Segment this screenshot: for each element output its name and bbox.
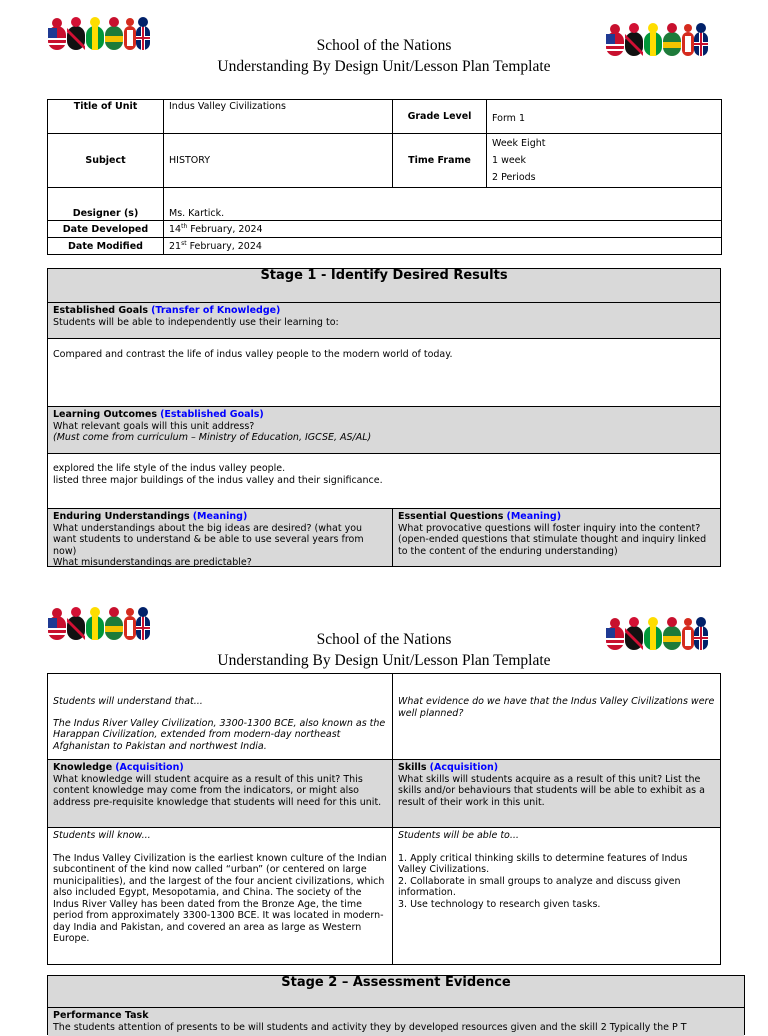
skills-header: Skills (Acquisition) What skills will students acquire as a result of this unit? List the skills and/or behaviours that students will be able to exhibit as a result of their work in this unit. (393, 760, 720, 828)
learning-outcomes-header: Learning Outcomes (Established Goals) What relevant goals will this unit address? (Must come from curriculum – Ministry of Education, IGCSE, AS/AL) (48, 407, 720, 454)
established-goals-prompt: Students will be able to independently use their learning to: (53, 316, 339, 328)
students-will-understand: Students will understand that... The Indus River Valley Civilization, 3300-1300 BCE, also known as the Harappan Civilization, extended from modern-day northeast Afghanistan to Pakistan and northwest India. (48, 674, 393, 760)
subject-label: Subject (48, 134, 164, 188)
established-goals-answer: Compared and contrast the life of indus valley people to the modern world of today. (48, 339, 720, 407)
subject-value: HISTORY (164, 134, 393, 188)
grade-level-label: Grade Level (393, 99, 487, 133)
performance-task-header: Performance Task The students attention of presents to be will students and activity they by developed resources given and the skill 2 Typically the P T (48, 1008, 744, 1036)
date-modified-label: Date Modified (48, 238, 164, 255)
stage1-title: Stage 1 - Identify Desired Results (48, 269, 720, 303)
template-title: Understanding By Design Unit/Lesson Plan Template (217, 58, 551, 75)
grade-level-value: Form 1 (492, 113, 525, 124)
designer-label: Designer (s) (48, 188, 164, 221)
designer-value: Ms. Kartick. (164, 188, 722, 221)
stage2-title: Stage 2 – Assessment Evidence (48, 976, 744, 1008)
learning-outcomes-answer: explored the life style of the indus valley people. listed three major buildings of the indus valley and their significance. (48, 454, 720, 509)
essential-questions-header: Essential Questions (Meaning) What provocative questions will foster inquiry into the content? (open-ended questions that stimulate thought and inquiry linked to the content of the enduring understanding) (393, 509, 720, 566)
date-developed-value: 14th February, 2024 (164, 221, 722, 238)
time-frame-line: 1 week (492, 155, 527, 166)
learning-outcomes-note: (Must come from curriculum – Ministry of Education, IGCSE, AS/AL) (53, 432, 372, 443)
evidence-question: What evidence do we have that the Indus Valley Civilizations were well planned? (393, 674, 720, 760)
time-frame-value (487, 134, 722, 188)
title-of-unit-label: Title of Unit (48, 100, 164, 134)
title-of-unit-value: Indus Valley Civilizations (169, 101, 286, 112)
established-goals-header: Established Goals (Transfer of Knowledge) Students will be able to independently use their learning to: (48, 303, 720, 339)
template-title: Understanding By Design Unit/Lesson Plan Template (217, 652, 551, 669)
students-will-be-able-to: Students will be able to... 1. Apply critical thinking skills to determine features of Indus Valley Civilizations. 2. Collaborate in small groups to analyze and discuss given information. 3. Use technology to research given tasks. (398, 830, 688, 910)
date-modified-value: 21st February, 2024 (164, 238, 722, 255)
time-frame-label: Time Frame (393, 134, 487, 188)
time-frame-line: Week Eight (492, 138, 546, 149)
learning-outcomes-prompt: What relevant goals will this unit address? (53, 420, 255, 432)
knowledge-header: Knowledge (Acquisition) What knowledge will student acquire as a result of this unit? This content knowledge may come from the indicators, or might also address pre-requisite knowledge that students will need for this unit. (48, 760, 393, 828)
students-will-know: Students will know... The Indus Valley Civilization is the earliest known culture of the Indian subcontinent of the kind now called “urban” (or centered on large municipalities), and the largest of the four ancient civilizations, which also included Egypt, Mesopotamia, and China. The society of the Indus River Valley has been dated from the Bronze Age, the time period from approximately 3300-1300 BCE. It was located in modern-day India and Pakistan, and covered an area as large as Western Europe. (48, 828, 393, 964)
understanding-grid (47, 673, 721, 965)
school-name: School of the Nations (316, 37, 452, 54)
school-name: School of the Nations (316, 631, 452, 648)
stage1-section (47, 268, 721, 567)
enduring-understandings-header: Enduring Understandings (Meaning) What understandings about the big ideas are desired? (what you want students to understand & be able to use several years from now) What misunderstandings are predictable? (48, 509, 393, 566)
stage2-section (47, 975, 745, 1035)
time-frame-line: 2 Periods (492, 172, 536, 183)
date-developed-label: Date Developed (48, 221, 164, 238)
